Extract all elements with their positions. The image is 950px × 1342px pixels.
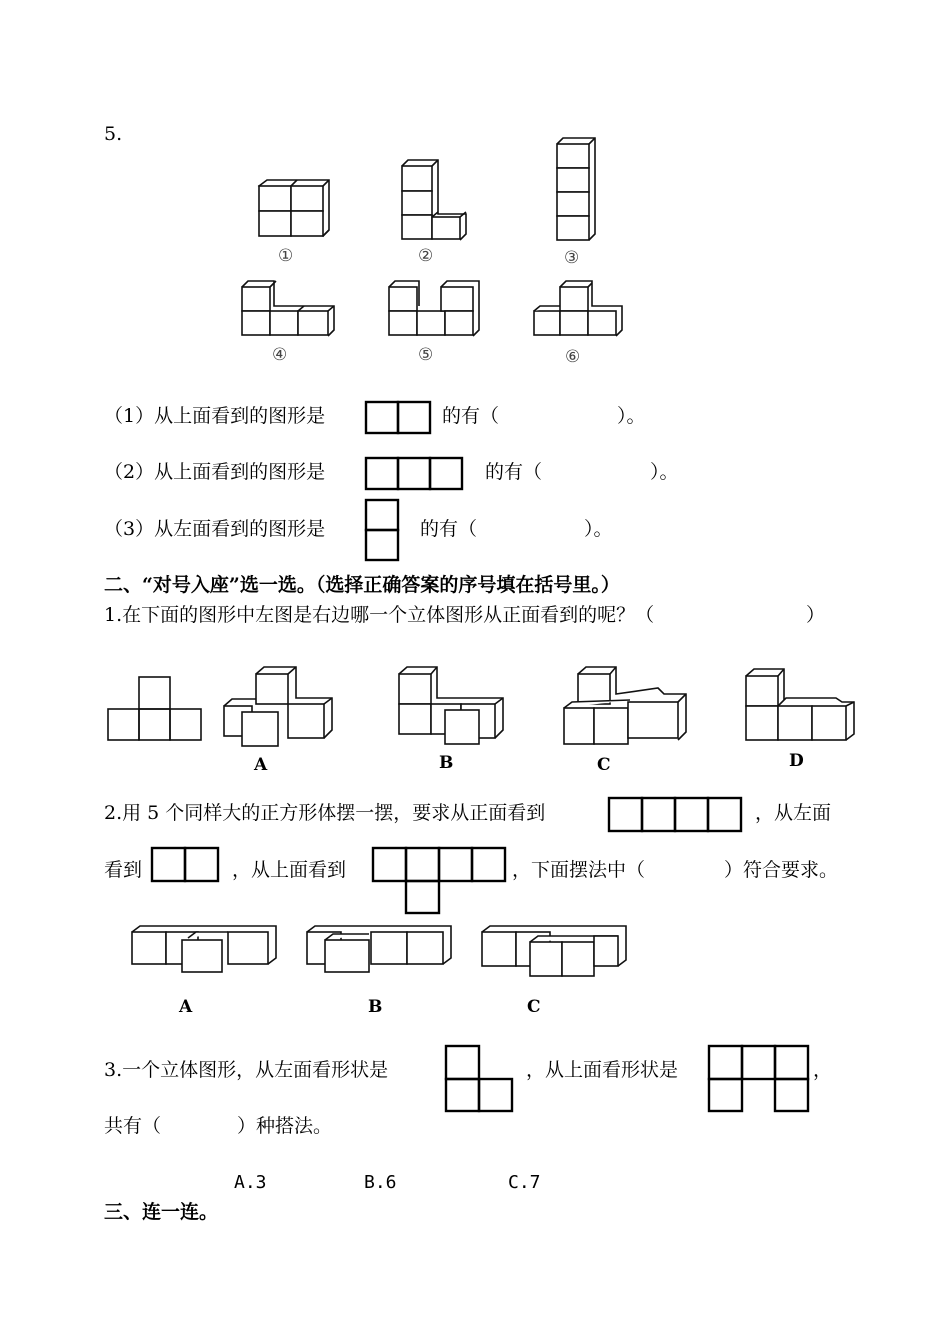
- q5-sub2-shape: [364, 456, 466, 492]
- q5-sub3-shape: [364, 498, 400, 564]
- s2-q1-option-c-figure: [560, 664, 690, 750]
- s2-q3-option-a: A.3: [234, 1172, 267, 1193]
- q5-number: 5.: [104, 123, 123, 145]
- q5-sub1-shape: [364, 400, 434, 436]
- s2-q2-line2-c: ，下面摆法中（: [512, 859, 646, 881]
- s2-q1-front-view: [106, 674, 206, 744]
- s2-q3-top-shape: [707, 1044, 811, 1114]
- s2-q2-line2-b: ，从上面看到: [232, 859, 347, 881]
- s2-q3-line1-end: ，: [813, 1059, 833, 1081]
- s2-q3-line2-close: ）种搭法。: [237, 1115, 333, 1137]
- q5-sub1-close: ）。: [617, 405, 646, 427]
- s2-q2-front-shape: [607, 796, 745, 834]
- q5-figure-label-2: ②: [418, 246, 434, 266]
- q5-sub3-close: ）。: [584, 518, 613, 540]
- s2-q2-top-shape: [371, 846, 509, 916]
- q5-sub3-suffix: 的有（: [420, 518, 478, 540]
- q5-figure-3: [553, 136, 599, 242]
- s2-q2-option-a-label: A: [179, 997, 193, 1017]
- s2-q1-option-b-label: B: [439, 753, 454, 773]
- s2-q1-option-b-figure: [395, 664, 511, 748]
- q5-figure-label-5: ⑤: [418, 345, 434, 365]
- q5-sub1-suffix: 的有（: [442, 405, 500, 427]
- s2-q1-option-d-label: D: [789, 751, 804, 771]
- q5-figure-label-4: ④: [272, 345, 288, 365]
- section3-heading: 三、连一连。: [104, 1201, 219, 1223]
- q5-sub1-prefix: （1）从上面看到的图形是: [104, 405, 326, 427]
- s2-q3-line1-mid: ，从上面看形状是: [526, 1059, 679, 1081]
- s2-q3-option-c: C.7: [508, 1172, 541, 1193]
- s2-q3-line1-prefix: 3.一个立体图形，从左面看形状是: [104, 1059, 389, 1081]
- s2-q2-line1-prefix: 2.用 5 个同样大的正方形体摆一摆，要求从正面看到: [104, 802, 546, 824]
- s2-q1-option-d-figure: [742, 664, 858, 748]
- s2-q1-option-c-label: C: [597, 755, 611, 775]
- s2-q3-option-b: B.6: [364, 1172, 397, 1193]
- q5-figure-6: [530, 278, 626, 340]
- s2-q2-option-c-label: C: [527, 997, 541, 1017]
- q5-sub2-prefix: （2）从上面看到的图形是: [104, 461, 326, 483]
- s2-q3-line2: 共有（: [104, 1115, 162, 1137]
- s2-q2-left-shape: [150, 846, 222, 884]
- q5-figure-label-6: ⑥: [565, 347, 581, 367]
- s2-q2-option-b-figure: [303, 920, 457, 976]
- q5-figure-5: [385, 278, 485, 340]
- q5-figure-2: [398, 158, 470, 242]
- q5-figure-label-3: ③: [564, 248, 580, 268]
- s2-q2-line2-d: ）符合要求。: [724, 859, 839, 881]
- s2-q3-left-shape: [444, 1044, 516, 1114]
- q5-sub3-prefix: （3）从左面看到的图形是: [104, 518, 326, 540]
- q5-sub2-close: ）。: [650, 461, 679, 483]
- s2-q2-option-c-figure: [478, 920, 632, 980]
- s2-q2-line1-suffix: ，从左面: [755, 802, 832, 824]
- q5-sub2-suffix: 的有（: [485, 461, 543, 483]
- q5-figure-4: [238, 278, 338, 340]
- s2-q2-line2-a: 看到: [104, 859, 143, 881]
- q5-figure-1: [255, 178, 335, 240]
- s2-q2-option-b-label: B: [368, 997, 383, 1017]
- s2-q1-option-a-figure: [220, 664, 336, 748]
- s2-q1-close: ）: [806, 604, 826, 626]
- s2-q2-option-a-figure: [128, 920, 282, 976]
- s2-q1-option-a-label: A: [254, 755, 268, 775]
- q5-figure-label-1: ①: [278, 246, 294, 266]
- section2-heading: 二、“对号入座”选一选。（选择正确答案的序号填在括号里。）: [104, 574, 620, 596]
- s2-q1-text: 1.在下面的图形中左图是右边哪一个立体图形从正面看到的呢？（: [104, 604, 655, 626]
